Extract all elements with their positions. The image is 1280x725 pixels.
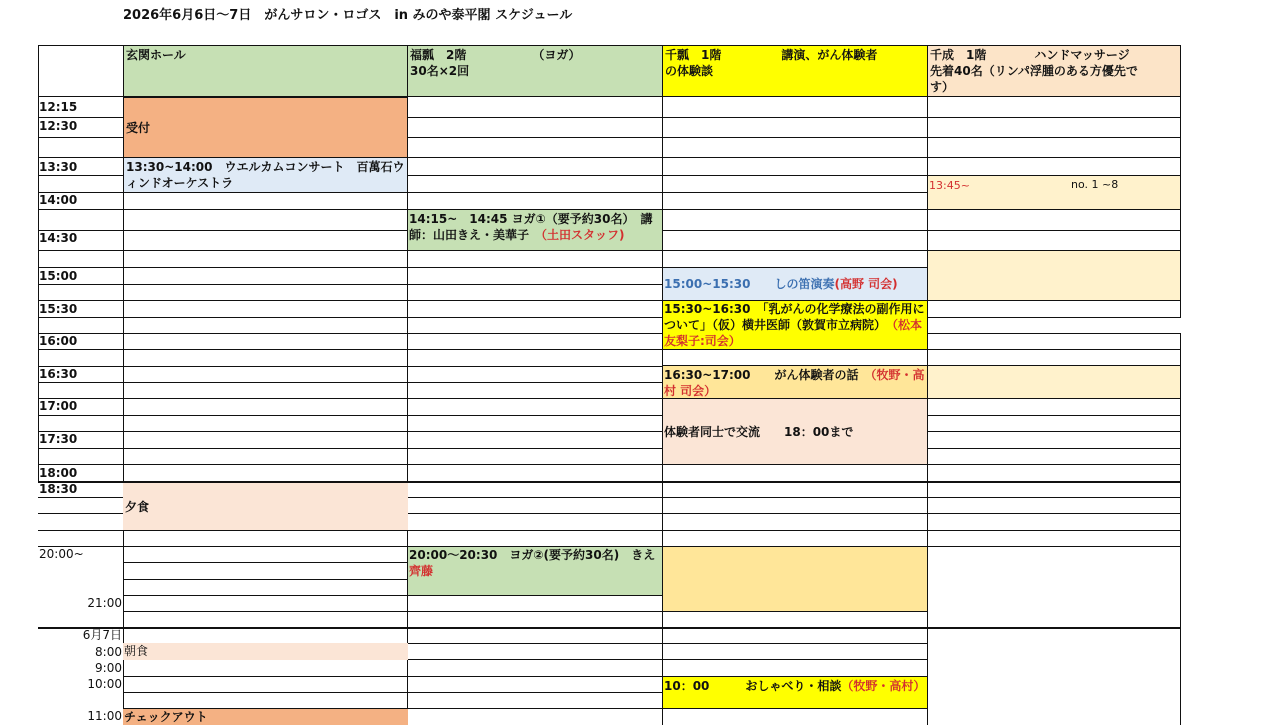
row-line — [38, 333, 1181, 334]
time-label: 17:00 — [39, 399, 78, 413]
massage-block-2 — [927, 250, 1181, 301]
time-label: 16:00 — [39, 334, 78, 348]
row-line — [123, 595, 408, 596]
row-line — [38, 464, 1181, 465]
flute-text: 15:00~15:30 しの笛演奏 — [664, 277, 835, 291]
header-fukuhyo-line1: 福瓢 2階 （ヨガ） — [410, 48, 581, 62]
event-yoga-1 — [407, 209, 663, 251]
time-label: 18:00 — [39, 466, 78, 480]
row-line — [38, 530, 1181, 531]
header-sennari-line1: 千成 1階 ハンドマッサージ — [930, 48, 1130, 62]
flute-host: (高野 司会) — [834, 277, 898, 291]
header-genkan-hall — [123, 45, 408, 97]
lecture-text: 15:30~16:30 「乳がんの化学療法の副作用について」（仮）横井医師（敦賀市立病院） — [664, 302, 925, 332]
time-label: 14:00 — [39, 193, 78, 207]
time-label: 21:00 — [87, 596, 122, 610]
story-text: 16:30~17:00 がん体験者の話 — [664, 368, 871, 382]
event-dinner — [123, 481, 408, 530]
header-senpyo-line1: 千瓢 1階 講演、がん体験者 — [665, 48, 878, 62]
time-label: 13:30 — [39, 160, 78, 174]
row-line — [123, 579, 408, 580]
header-sennari — [927, 45, 1181, 97]
time-label: 6月7日 — [82, 628, 122, 642]
time-label: 14:30 — [39, 231, 78, 245]
header-senpyo — [662, 45, 928, 97]
massage-number: no. 1 ~8 — [1071, 178, 1119, 191]
time-label: 8:00 — [95, 645, 122, 659]
row-line — [123, 562, 408, 563]
event-yoga-2 — [407, 546, 663, 596]
header-senpyo-line2: の体験談 — [665, 64, 714, 78]
concert-label: 13:30~14:00 ウエルカムコンサート 百萬石ウィンドオーケストラ — [126, 160, 405, 190]
header-sennari-line3: す） — [930, 80, 955, 94]
event-breakfast — [123, 643, 408, 660]
time-label: 10:00 — [87, 677, 122, 691]
event-massage — [927, 175, 1181, 210]
row-line — [38, 317, 1181, 318]
event-concert — [123, 157, 408, 193]
dinner-label: 夕食 — [125, 500, 150, 514]
col-line — [38, 97, 39, 482]
header-fukuhyo — [407, 45, 663, 97]
schedule-table — [38, 45, 1180, 725]
event-talk — [662, 676, 928, 709]
lecture-host: （松本友梨子:司会） — [664, 318, 923, 348]
breakfast-label: 朝食 — [124, 644, 149, 658]
time-label: 18:30 — [39, 482, 78, 496]
header-sennari-line2: 先着40名（リンパ浮腫のある方優先で — [930, 64, 1138, 78]
header-fukuhyo-line2: 30名×2回 — [410, 64, 470, 78]
time-label: 16:30 — [39, 367, 78, 381]
time-label: 15:30 — [39, 302, 78, 316]
reception-label: 受付 — [126, 121, 151, 135]
massage-time: 13:45~ — [929, 179, 970, 192]
time-label: 11:00 — [87, 709, 122, 723]
header-genkan-line1: 玄関ホール — [126, 48, 186, 62]
talk-host: （牧野・高村） — [841, 679, 926, 693]
time-label: 12:30 — [39, 119, 78, 133]
row-line — [38, 431, 1181, 432]
row-line — [38, 415, 1181, 416]
event-flute — [662, 267, 928, 301]
massage-block-3 — [927, 365, 1181, 399]
event-lecture — [662, 300, 928, 350]
event-evening-block — [662, 546, 928, 612]
time-label: 9:00 — [95, 661, 122, 675]
talk-text: 10：00 おしゃべり・相談 — [664, 679, 842, 693]
row-line — [38, 448, 1181, 449]
header-blank — [38, 45, 124, 97]
yoga2-text: 20:00～20:30 ヨガ②(要予約30名) きえ — [409, 548, 656, 562]
row-line — [38, 349, 1181, 350]
event-reception — [123, 97, 408, 158]
exchange-text: 体験者同士で交流 18：00まで — [664, 425, 854, 439]
story-host: （牧野・高村 司会） — [664, 368, 925, 398]
row-line — [38, 627, 1181, 629]
time-label: 20:00~ — [39, 547, 84, 561]
time-label: 12:15 — [39, 100, 78, 114]
yoga1-text: 14:15~ 14:45 ヨガ①（要予約30名） 講師：山田きえ・美華子 — [409, 212, 653, 242]
event-checkout — [123, 708, 408, 725]
time-label: 17:30 — [39, 432, 78, 446]
page-title: 2026年6月6日～7日 がんサロン・ロゴス in みのや泰平閣 スケジュール — [123, 8, 573, 23]
yoga1-staff: （土田スタッフ) — [541, 228, 625, 242]
yoga2-instructor: 齊藤 — [409, 564, 434, 578]
event-story — [662, 365, 928, 399]
event-exchange — [662, 398, 928, 465]
time-label: 15:00 — [39, 269, 78, 283]
checkout-label: チェックアウト — [124, 710, 208, 724]
